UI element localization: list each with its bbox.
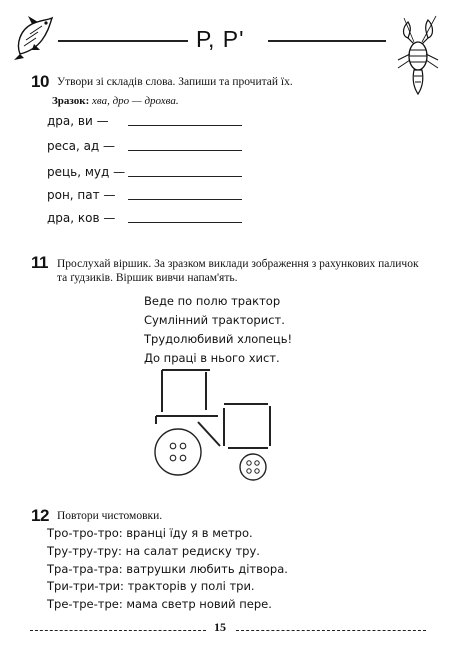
answer-line[interactable] — [128, 150, 242, 151]
exercise-12-instruction: Повтори чистомовки. — [57, 510, 163, 522]
header-rule-right — [268, 40, 386, 42]
answer-line[interactable] — [128, 125, 242, 126]
syllable-row: рон, пат — — [47, 188, 116, 202]
answer-line[interactable] — [128, 176, 242, 177]
page-number: 15 — [214, 620, 226, 634]
tongue-twister-line: Три-три-три: тракторів у полі три. — [47, 579, 255, 594]
poem-line: Трудолюбивий хлопець! — [144, 332, 293, 346]
tongue-twister-line: Тре-тре-тре: мама светр новий пере. — [47, 597, 272, 612]
syllable-row: дра, ви — — [47, 114, 109, 128]
syllable-row: рець, муд — — [47, 165, 126, 179]
page-title: Р, Р' — [196, 26, 245, 52]
tongue-twister-line: Тра-тра-тра: ватрушки любить дітвора. — [47, 561, 288, 576]
exercise-11-instruction-line-2: та ґудзиків. Віршик вивчи напам'ять. — [57, 272, 238, 284]
exercise-11-number: 11 — [31, 253, 48, 272]
fish-icon — [12, 14, 56, 62]
syllable-row: реса, ад — — [47, 139, 116, 153]
poem-line: Сумлінний тракторист. — [144, 313, 285, 327]
exercise-10-number: 10 — [31, 72, 49, 91]
tractor-figure — [140, 360, 290, 490]
poem — [144, 292, 292, 368]
poem-line: До праці в нього хист. — [144, 351, 280, 365]
exercise-11-instruction-line-1: Прослухай віршик. За зразком виклади зображення з рахункових паличок — [57, 258, 419, 270]
syllable-row: дра, ков — — [47, 211, 116, 225]
answer-line[interactable] — [128, 222, 242, 223]
answer-line[interactable] — [128, 199, 242, 200]
crayfish-icon — [390, 14, 446, 100]
tongue-twisters — [47, 525, 288, 614]
exercise-10-sample — [52, 95, 179, 107]
footer-rule-left — [30, 630, 206, 631]
exercise-10-instruction: Утвори зі складів слова. Запиши та прочитай їх. — [57, 76, 293, 88]
tongue-twister-line: Тро-тро-тро: вранці їду я в метро. — [47, 526, 253, 540]
tongue-twister-line: Тру-тру-тру: на салат редиску тру. — [47, 543, 260, 558]
footer-rule-right — [236, 630, 426, 631]
poem-line: Веде по полю трактор — [144, 294, 281, 308]
header-rule-left — [58, 40, 188, 42]
sample-text: хва, дро — дрохва. — [92, 95, 179, 107]
sample-label: Зразок: — [52, 95, 90, 107]
exercise-12-number: 12 — [31, 506, 49, 525]
